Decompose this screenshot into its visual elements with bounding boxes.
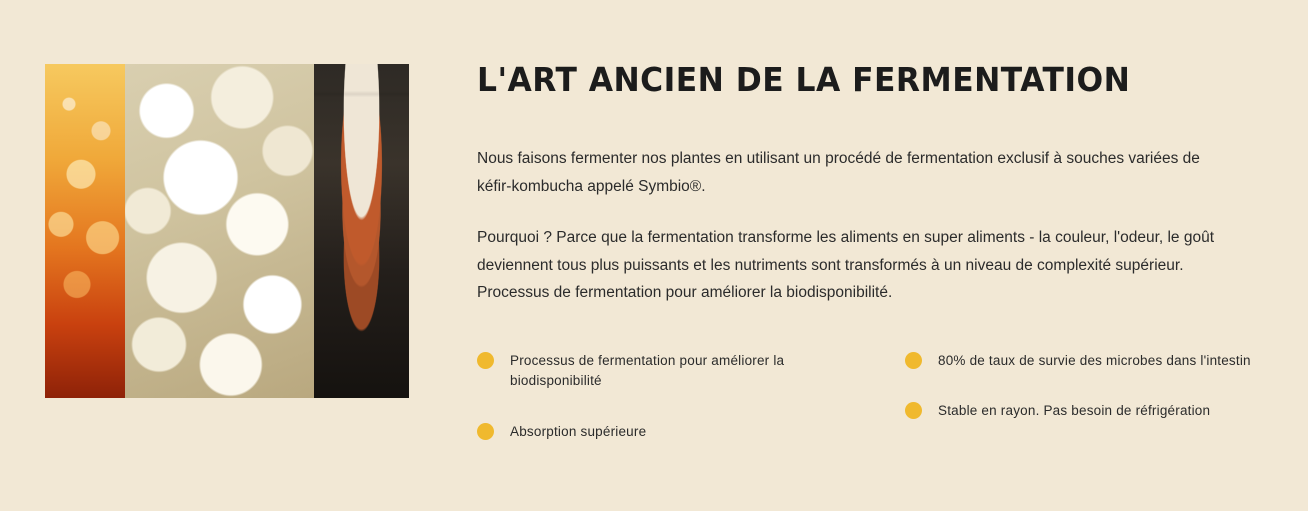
list-item — [905, 401, 1267, 422]
feature-list — [477, 351, 1267, 473]
intro-paragraph: Nous faisons fermenter nos plantes en utilisant un procédé de fermentation exclusif à souches variées de kéfir-kombucha appelé Symbio®. — [477, 150, 1200, 195]
feature-label: Absorption supérieure — [510, 423, 647, 439]
bullet-icon — [905, 352, 922, 369]
feature-label: 80% de taux de survie des microbes dans l'intestin — [938, 352, 1251, 368]
bullet-icon — [905, 402, 922, 419]
bullet-icon — [477, 352, 494, 369]
list-item — [477, 351, 872, 392]
list-item — [905, 351, 1267, 372]
feature-label: Processus de fermentation pour améliorer la biodisponibilité — [510, 352, 785, 389]
feature-column-left — [477, 351, 872, 473]
page-title: L'ART ANCIEN DE LA FERMENTATION — [477, 60, 1131, 99]
fermentation-jars-image — [314, 64, 409, 398]
fermentation-image-collage — [45, 64, 409, 398]
bullet-icon — [477, 423, 494, 440]
feature-column-right — [872, 351, 1267, 473]
text-content — [477, 60, 1251, 472]
list-item — [477, 422, 872, 443]
honey-bubbles-image — [45, 64, 125, 398]
kefir-grains-image — [125, 64, 314, 398]
detail-paragraph: Pourquoi ? Parce que la fermentation transforme les aliments en super aliments - la couleur, l'odeur, le goût deviennent tous plus puissants et les nutriments sont transformés à un niveau de complexité supérieur. Processus de fermentation pour améliorer la biodisponibilité. — [477, 229, 1215, 302]
feature-label: Stable en rayon. Pas besoin de réfrigération — [938, 403, 1211, 419]
